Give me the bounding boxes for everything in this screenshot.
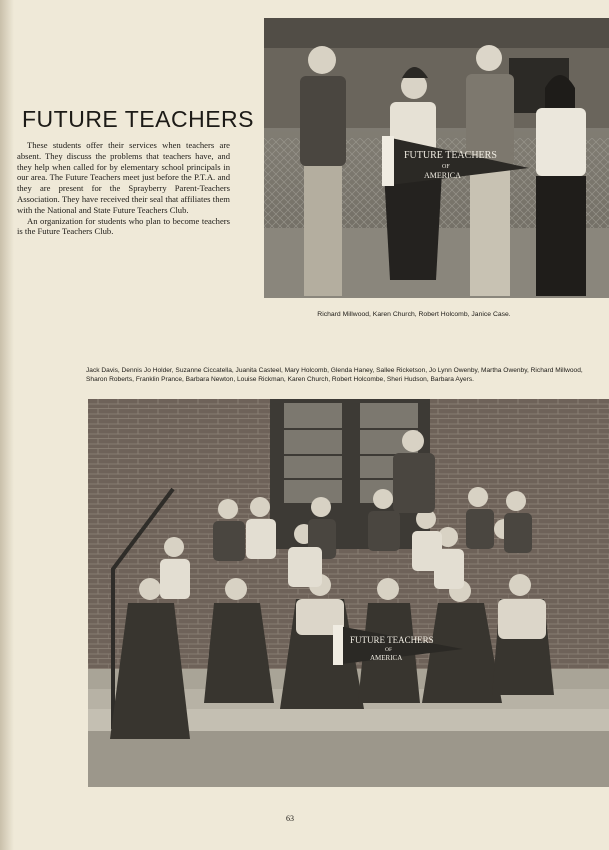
group-pennant-text-line1: FUTURE TEACHERS — [350, 635, 434, 645]
student-figure-4 — [536, 75, 586, 296]
student-figure-1 — [300, 46, 346, 296]
page-number: 63 — [286, 814, 294, 823]
intro-paragraph-1: These students offer their services when teachers are absent. They discuss the problems that teachers have, and they help when called for by elementary school principals in our area. The Future Teachers meet just before the P.T.A. and they are present for the Sprayberry Parent-Teachers Association. They have received their seal that affiliates them with the National and State Future Teachers Club. — [17, 140, 230, 215]
group-photo — [88, 399, 609, 787]
officers-photo-caption: Richard Millwood, Karen Church, Robert Holcomb, Janice Case. — [317, 311, 511, 318]
page-title: FUTURE TEACHERS — [22, 106, 254, 132]
group-pennant-text-line2: OF — [385, 647, 393, 653]
page-gutter-shadow — [0, 0, 14, 850]
pennant-text-line1: FUTURE TEACHERS — [404, 150, 497, 161]
pennant-text-line2: OF — [442, 164, 450, 170]
group-pennant-text-line3: AMERICA — [370, 654, 403, 662]
officers-photo — [264, 18, 609, 298]
pennant-text-line3: AMERICA — [424, 171, 461, 180]
group-photo-caption: Jack Davis, Dennis Jo Holder, Suzanne Ciccatella, Juanita Casteel, Mary Holcomb, Glenda Haney, Sallee Ricketson, Jo Lynn Owenby, Martha Owenby, Richard Millwood, Sharon Roberts, Franklin Prance, Barbara Newton, Louise Rickman, Karen Church, Robert Holcombe, Sheri Hudson, Barbara Ayers. — [86, 367, 583, 383]
intro-paragraph-2: An organization for students who plan to become teachers is the Future Teachers Club. — [17, 215, 230, 237]
intro-text — [17, 140, 230, 237]
